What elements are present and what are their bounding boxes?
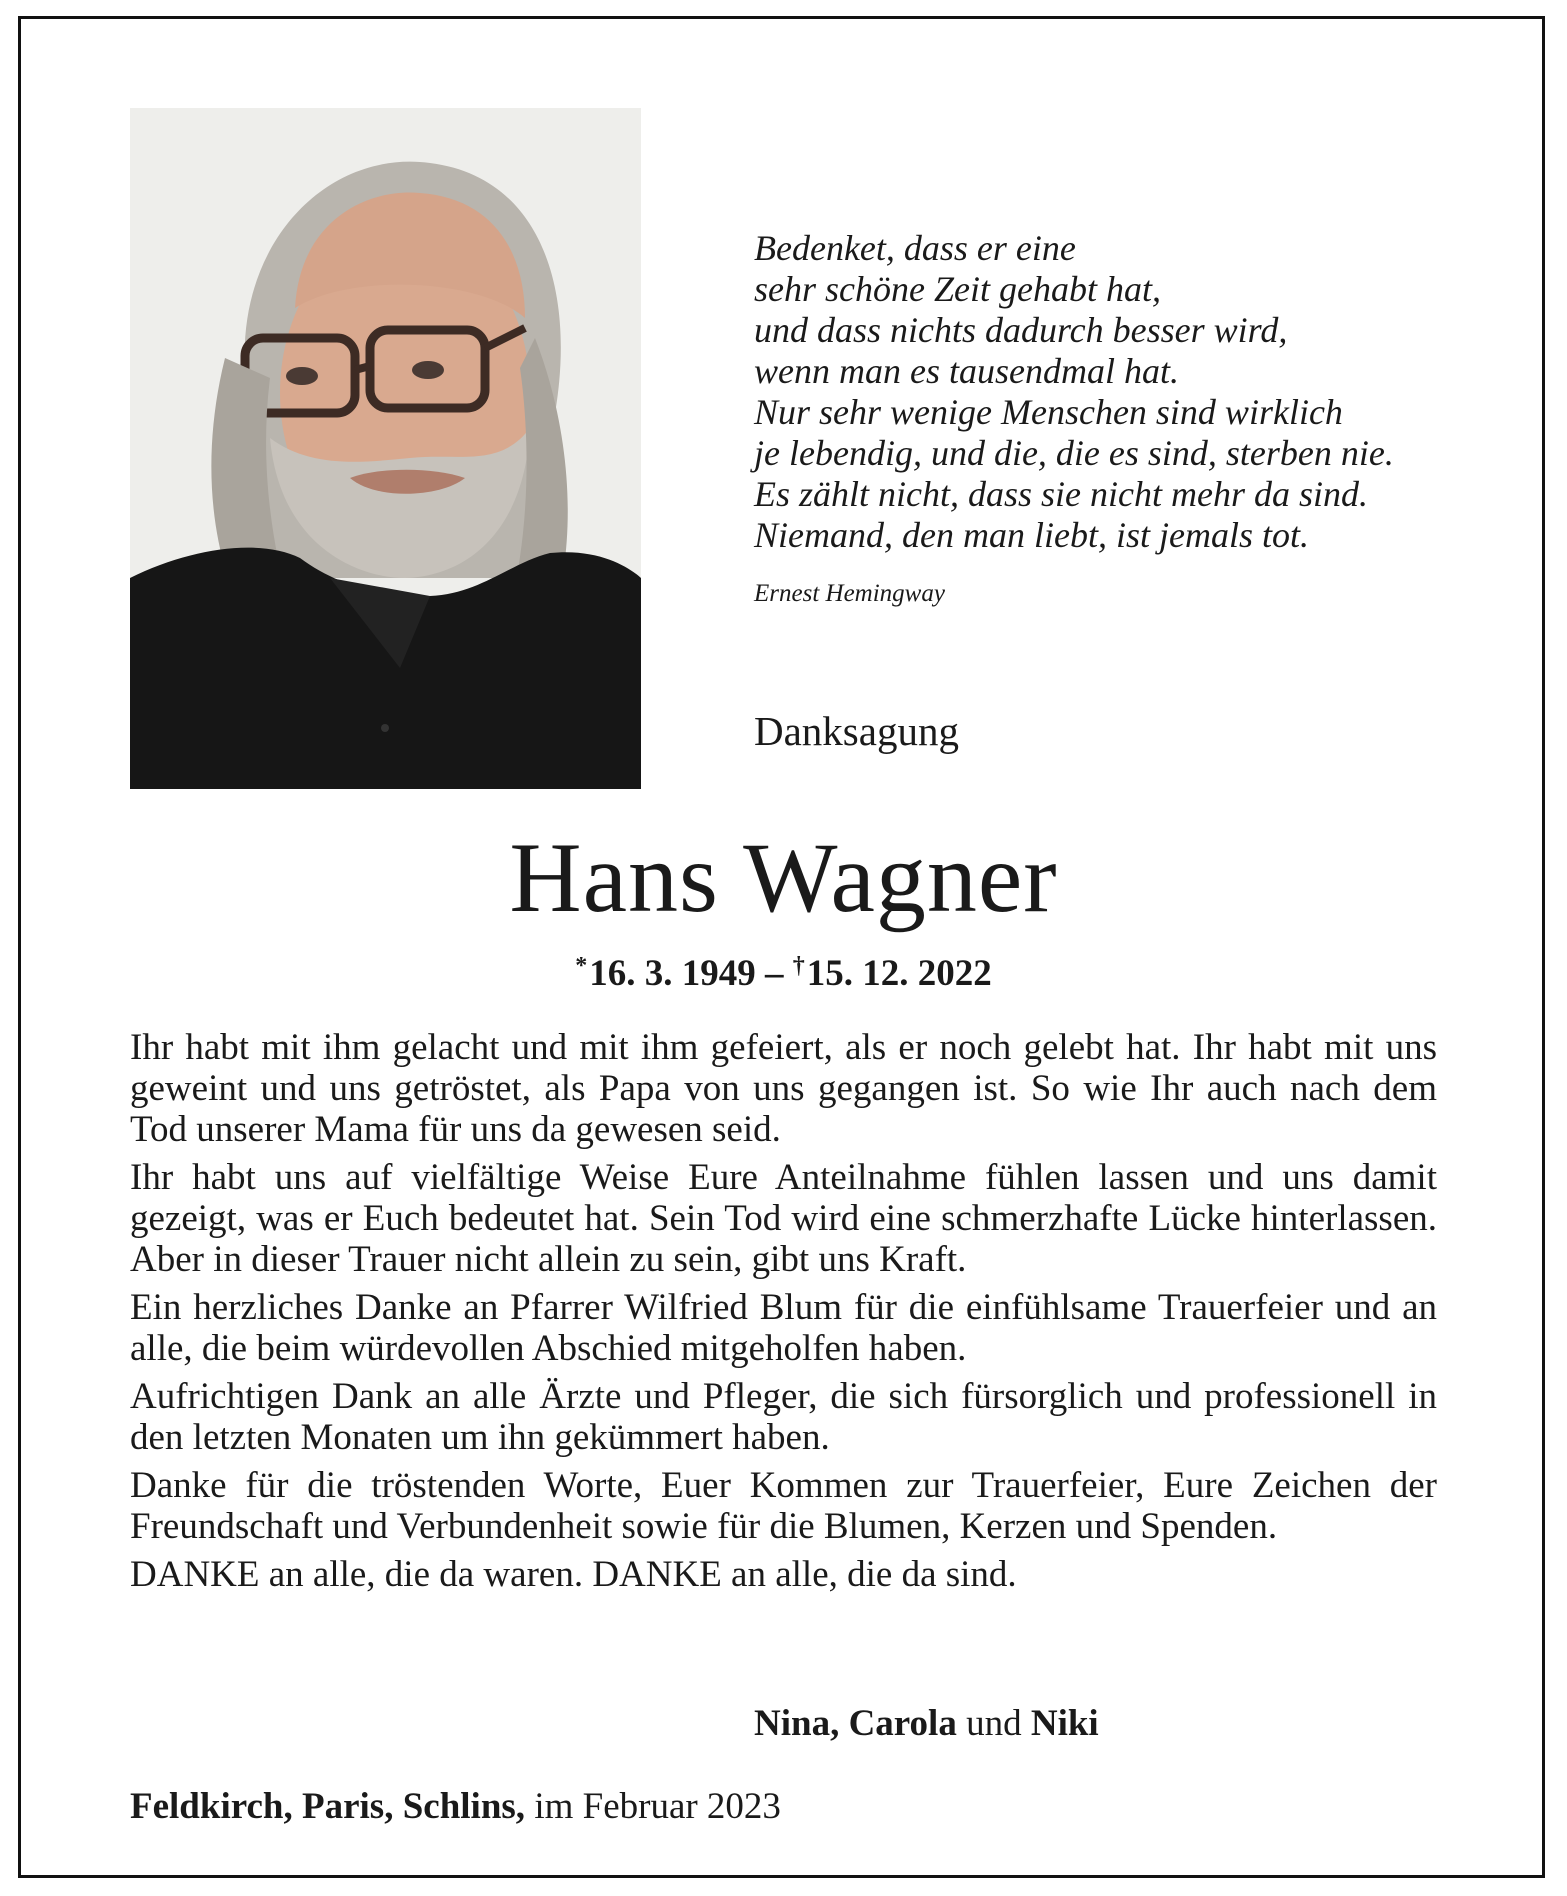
quote-line: Es zählt nicht, dass sie nicht mehr da sind. xyxy=(754,474,1368,514)
deceased-name: Hans Wagner xyxy=(509,822,1058,933)
death-symbol: † xyxy=(792,953,805,979)
signature xyxy=(754,1702,1099,1745)
quote-line: wenn man es tausendmal hat. xyxy=(754,351,1179,391)
quote-line: je lebendig, und die, die es sind, sterben nie. xyxy=(754,433,1394,473)
place-date xyxy=(130,1785,781,1828)
paragraph: Ein herzliches Danke an Pfarrer Wilfried Blum für die einfühlsame Trauerfeier und an alle, die beim würdevollen Abschied mitgeholfen haben. xyxy=(130,1287,1437,1369)
places: Feldkirch, Paris, Schlins, xyxy=(130,1786,526,1827)
paragraph: Ihr habt uns auf vielfältige Weise Eure Anteilnahme fühlen lassen und uns damit gezeigt, was er Euch bedeutet hat. Sein Tod wird eine schmerzhafte Lücke hinterlassen. Aber in dieser Trauer nicht allein zu sein, gibt uns Kraft. xyxy=(130,1157,1437,1280)
signer-name: Niki xyxy=(1030,1703,1099,1744)
signer-name: Nina, xyxy=(754,1703,840,1744)
life-dates xyxy=(0,952,1567,995)
portrait-photo xyxy=(130,108,641,789)
heading: Danksagung xyxy=(754,708,959,754)
signature-conjunction: und xyxy=(966,1703,1022,1744)
death-date: 15. 12. 2022 xyxy=(806,953,992,994)
signer-name: Carola xyxy=(848,1703,957,1744)
birth-symbol: * xyxy=(575,953,588,979)
date: im Februar 2023 xyxy=(534,1786,781,1827)
quote-line: Bedenket, dass er eine xyxy=(754,228,1076,268)
paragraph: Aufrichtigen Dank an alle Ärzte und Pfleger, die sich fürsorglich und professionell in den letzten Monaten um ihn gekümmert haben. xyxy=(130,1376,1437,1458)
quote-poem xyxy=(754,228,1474,556)
thanks-text xyxy=(130,1027,1437,1602)
quote-line: und dass nichts dadurch besser wird, xyxy=(754,310,1288,350)
paragraph: Ihr habt mit ihm gelacht und mit ihm gefeiert, als er noch gelebt hat. Ihr habt mit uns geweint und uns getröstet, als Papa von uns gegangen ist. So wie Ihr auch nach dem Tod unserer Mama für uns da gewesen seid. xyxy=(130,1027,1437,1150)
quote-author: Ernest Hemingway xyxy=(754,580,945,607)
birth-date: 16. 3. 1949 xyxy=(589,953,756,994)
quote-line: Nur sehr wenige Menschen sind wirklich xyxy=(754,392,1343,432)
quote-line: sehr schöne Zeit gehabt hat, xyxy=(754,269,1161,309)
quote-line: Niemand, den man liebt, ist jemals tot. xyxy=(754,515,1309,555)
paragraph: DANKE an alle, die da waren. DANKE an alle, die da sind. xyxy=(130,1554,1017,1595)
paragraph: Danke für die tröstenden Worte, Euer Kommen zur Trauerfeier, Eure Zeichen der Freundschaft und Verbundenheit sowie für die Blumen, Kerzen und Spenden. xyxy=(130,1465,1437,1547)
date-separator: – xyxy=(765,953,784,994)
